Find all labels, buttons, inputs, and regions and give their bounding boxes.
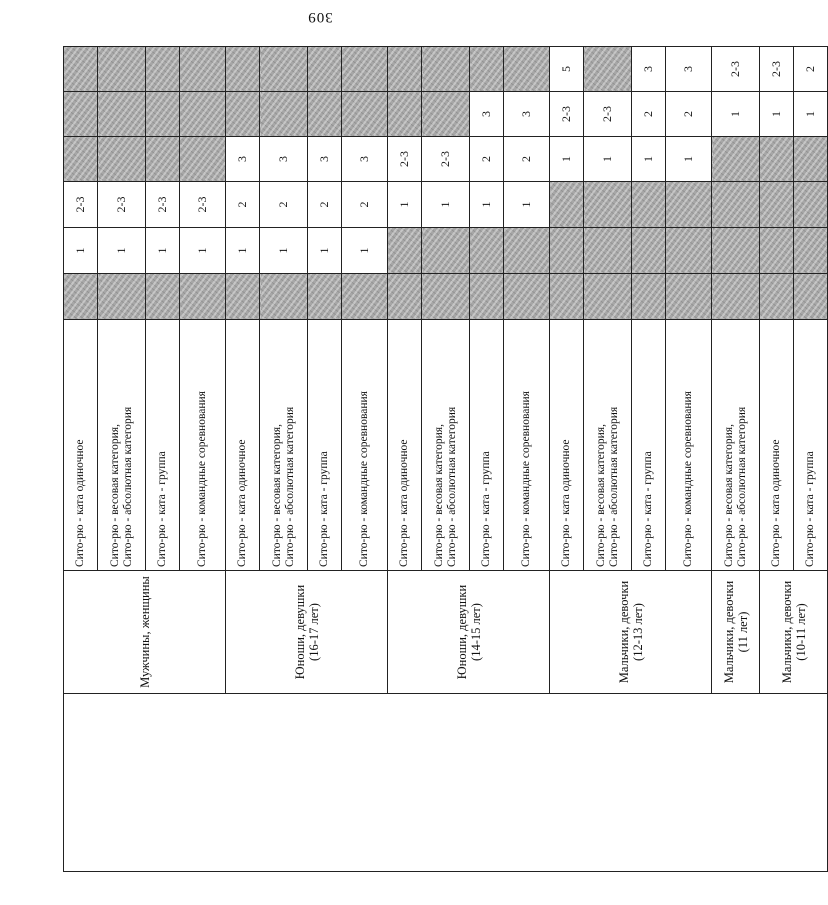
rank-value-cell: 3 [308,137,342,182]
rank-value-cell: 1 [666,137,712,182]
rank-value-cell [64,137,98,182]
rank-value-cell: 2 [470,137,504,182]
rank-value-cell: 3 [504,92,550,137]
rank-value-cell: 1 [504,182,550,228]
rank-value-cell [342,92,388,137]
competition-table-body [64,47,828,872]
discipline-cell [308,320,342,571]
rank-value-cell: 2-3 [712,47,760,92]
rank-value-cell [422,47,470,92]
age-group-cell: Мужчины, женщины [64,571,226,694]
discipline-cell [260,320,308,571]
rank-value-cell [550,182,584,228]
rank-value-cell: 3 [342,137,388,182]
discipline-line: Сито-рю - ката - группа [156,451,168,567]
rank-value-cell [760,274,794,320]
rank-value-cell: 5 [550,47,584,92]
rank-value-cell [146,274,180,320]
discipline-line: Сито-рю - весовая категория, [432,424,445,567]
rank-value-cell [470,228,504,274]
rank-value-cell: 2-3 [584,92,632,137]
rank-value-cell [260,274,308,320]
rank-value-cell [98,137,146,182]
rank-value-cell [98,47,146,92]
rank-value-cell [794,137,828,182]
discipline-line: Сито-рю - абсолютная категория [735,406,748,567]
rank-value-cell [584,182,632,228]
rank-value-cell [470,47,504,92]
discipline-cell [584,320,632,571]
rank-value-cell: 1 [146,228,180,274]
rank-value-cell [308,274,342,320]
rank-value-cell [632,182,666,228]
discipline-cell [504,320,550,571]
discipline-line: Сито-рю - командные соревнования [682,391,694,567]
rank-value-cell [794,274,828,320]
rank-value-cell [180,92,226,137]
discipline-line: Сито-рю - ката одиночное [560,439,572,567]
rank-value-cell [180,47,226,92]
discipline-cell [180,320,226,571]
discipline-line: Сито-рю - ката - группа [804,451,816,567]
discipline-line: Сито-рю - весовая категория, [594,424,607,567]
table-row [64,47,98,872]
discipline-cell [64,320,98,571]
rank-value-cell [388,274,422,320]
discipline-line: Сито-рю - весовая категория, [722,424,735,567]
age-group-cell: Мальчики, девочки (11 лет) [712,571,760,694]
discipline-cell [422,320,470,571]
rank-value-cell: 2-3 [550,92,584,137]
discipline-line: Сито-рю - командные соревнования [520,391,532,567]
rank-value-cell [98,92,146,137]
rank-value-cell [550,228,584,274]
rank-value-cell: 2 [794,47,828,92]
rank-value-cell [308,92,342,137]
discipline-line: Сито-рю - абсолютная категория [445,406,458,567]
rank-value-cell [666,228,712,274]
discipline-line: Сито-рю - весовая категория, [108,424,121,567]
discipline-cell [98,320,146,571]
rank-value-cell: 1 [470,182,504,228]
rank-value-cell: 1 [550,137,584,182]
competition-table [63,46,828,872]
rank-value-cell: 2-3 [180,182,226,228]
rank-value-cell: 1 [794,92,828,137]
rank-value-cell: 2-3 [146,182,180,228]
rank-value-cell: 2-3 [388,137,422,182]
rank-value-cell [226,47,260,92]
rank-value-cell [342,274,388,320]
rank-value-cell [760,228,794,274]
rank-value-cell: 3 [470,92,504,137]
discipline-line: Сито-рю - ката одиночное [74,439,86,567]
rank-value-cell [64,92,98,137]
rank-value-cell [308,47,342,92]
discipline-line: Сито-рю - весовая категория, [270,424,283,567]
rank-value-cell [504,228,550,274]
discipline-line: Сито-рю - абсолютная категория [283,406,296,567]
rank-value-cell: 2 [342,182,388,228]
rank-value-cell: 1 [584,137,632,182]
rank-value-cell [180,274,226,320]
rank-value-cell: 2 [666,92,712,137]
rank-value-cell [64,274,98,320]
rank-value-cell [504,47,550,92]
rank-value-cell: 1 [342,228,388,274]
rank-value-cell: 2-3 [422,137,470,182]
discipline-line: Сито-рю - ката - группа [642,451,654,567]
empty-left-cell [64,694,828,872]
discipline-line: Сито-рю - ката одиночное [398,439,410,567]
rank-value-cell [422,228,470,274]
rank-value-cell [146,137,180,182]
discipline-line: Сито-рю - ката одиночное [236,439,248,567]
rank-value-cell [584,47,632,92]
rank-value-cell [422,92,470,137]
rank-value-cell [388,92,422,137]
rank-value-cell: 1 [64,228,98,274]
rank-value-cell: 1 [422,182,470,228]
rank-value-cell [794,228,828,274]
age-group-cell: Мальчики, девочки (12-13 лет) [550,571,712,694]
rank-value-cell: 3 [666,47,712,92]
rank-value-cell [388,47,422,92]
discipline-cell [632,320,666,571]
age-group-cell: Мальчики, девочки (10-11 лет) [760,571,828,694]
rank-value-cell [342,47,388,92]
rank-value-cell: 1 [308,228,342,274]
rank-value-cell [64,47,98,92]
rank-value-cell: 2 [632,92,666,137]
age-group-cell: Юноши, девушки (16-17 лет) [226,571,388,694]
rank-value-cell: 1 [260,228,308,274]
rank-value-cell [98,274,146,320]
discipline-cell [794,320,828,571]
rank-value-cell [260,92,308,137]
rank-value-cell [470,274,504,320]
discipline-line: Сито-рю - ката - группа [480,451,492,567]
age-group-cell: Юноши, девушки (14-15 лет) [388,571,550,694]
discipline-cell [388,320,422,571]
discipline-cell [712,320,760,571]
rank-value-cell: 2 [308,182,342,228]
discipline-line: Сито-рю - командные соревнования [358,391,370,567]
page-number: 309 [307,9,333,25]
rank-value-cell [666,274,712,320]
rank-value-cell [712,228,760,274]
rank-value-cell [260,47,308,92]
rank-value-cell [388,228,422,274]
rank-value-cell: 1 [712,92,760,137]
rank-value-cell [666,182,712,228]
discipline-cell [470,320,504,571]
rank-value-cell: 2 [226,182,260,228]
discipline-line: Сито-рю - ката одиночное [770,439,782,567]
rank-value-cell: 1 [632,137,666,182]
rank-value-cell: 2 [504,137,550,182]
rank-value-cell [632,228,666,274]
rank-value-cell [226,92,260,137]
rank-value-cell: 2-3 [760,47,794,92]
rank-value-cell [760,182,794,228]
discipline-cell [342,320,388,571]
rank-value-cell [584,274,632,320]
rank-value-cell [712,182,760,228]
rank-value-cell: 1 [226,228,260,274]
rank-value-cell: 1 [98,228,146,274]
rank-value-cell [760,137,794,182]
rank-value-cell: 1 [180,228,226,274]
rank-value-cell [180,137,226,182]
discipline-cell [550,320,584,571]
rank-value-cell: 3 [226,137,260,182]
discipline-line: Сито-рю - абсолютная категория [607,406,620,567]
rank-value-cell: 3 [632,47,666,92]
rank-value-cell: 2-3 [64,182,98,228]
discipline-line: Сито-рю - абсолютная категория [121,406,134,567]
rank-value-cell: 1 [388,182,422,228]
discipline-line: Сито-рю - командные соревнования [196,391,208,567]
rank-value-cell [794,182,828,228]
rank-value-cell [584,228,632,274]
discipline-line: Сито-рю - ката - группа [318,451,330,567]
rank-value-cell [712,274,760,320]
rank-value-cell [422,274,470,320]
rank-value-cell: 3 [260,137,308,182]
discipline-cell [146,320,180,571]
discipline-cell [226,320,260,571]
rank-value-cell: 2 [260,182,308,228]
rotated-table-wrapper [63,47,817,872]
rank-value-cell [146,47,180,92]
rank-value-cell: 2-3 [98,182,146,228]
rank-value-cell [712,137,760,182]
rank-value-cell [504,274,550,320]
rank-value-cell [146,92,180,137]
discipline-cell [760,320,794,571]
rank-value-cell: 1 [760,92,794,137]
rank-value-cell [226,274,260,320]
rank-value-cell [550,274,584,320]
discipline-cell [666,320,712,571]
rank-value-cell [632,274,666,320]
